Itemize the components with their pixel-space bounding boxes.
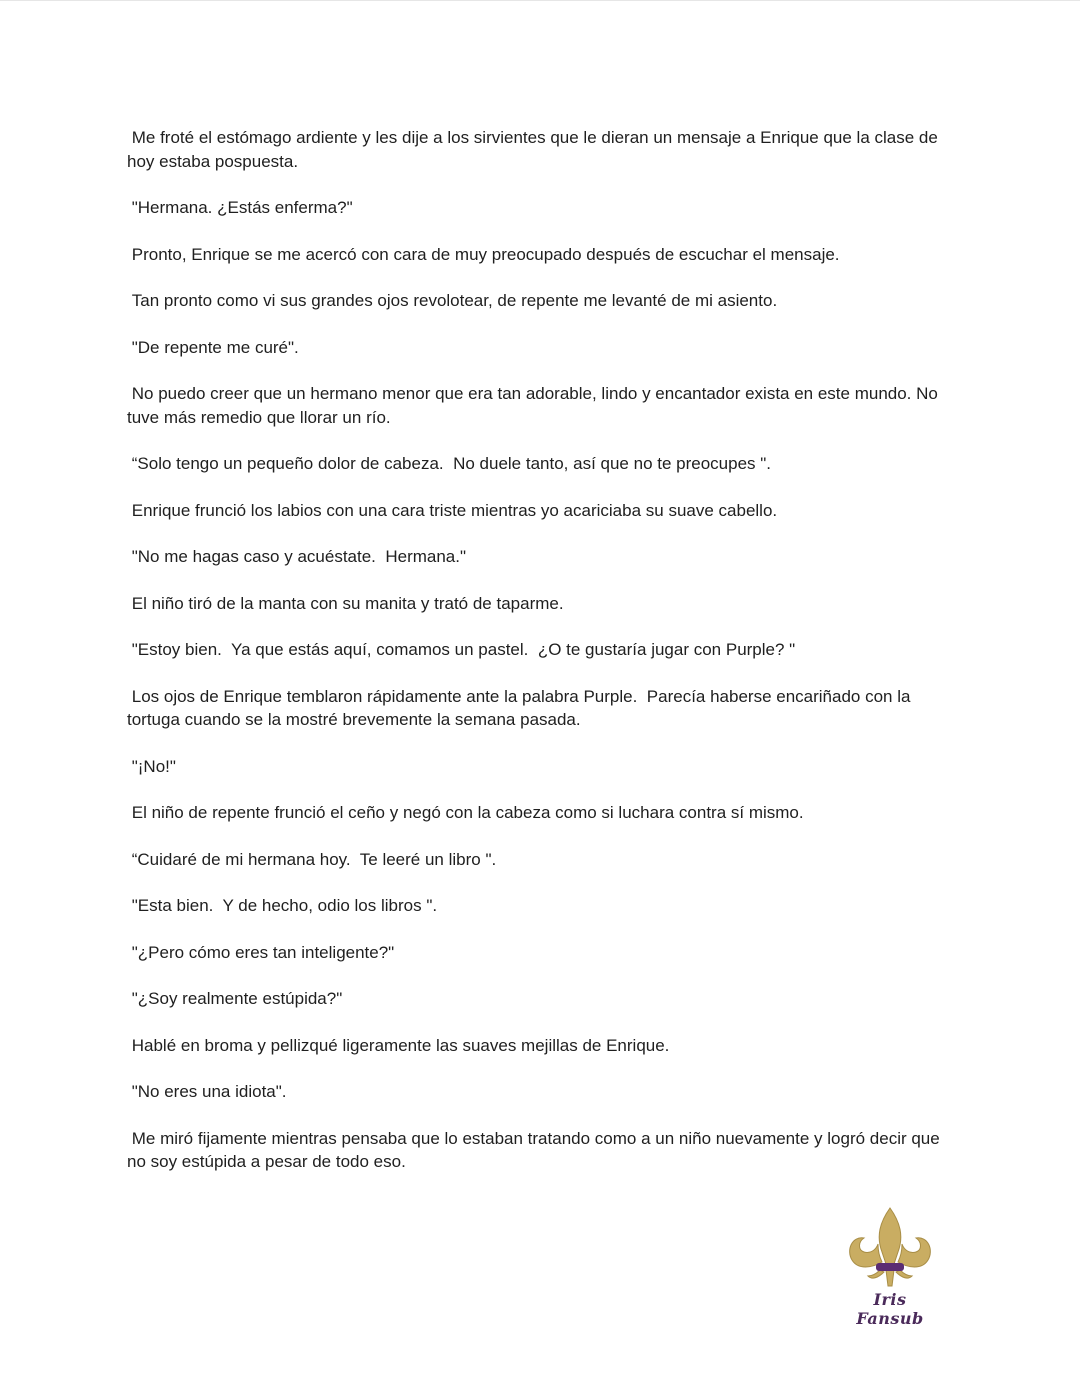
paragraph: "¿Soy realmente estúpida?" — [127, 989, 343, 1008]
paragraph: Hablé en broma y pellizqué ligeramente las suaves mejillas de Enrique. — [127, 1035, 670, 1055]
document-body — [127, 126, 957, 1197]
paragraph: Tan pronto como vi sus grandes ojos revolotear, de repente me levanté de mi asiento. — [127, 291, 778, 310]
paragraph: Me froté el estómago ardiente y les dije a los sirvientes que le dieran un mensaje a Enrique que la clase de hoy estaba pospuesta. — [127, 128, 943, 171]
paragraph: "¡No!" — [127, 756, 176, 776]
paragraph: "Esta bien. Y de hecho, odio los libros ". — [127, 896, 438, 915]
paragraph: El niño tiró de la manta con su manita y trató de taparme. — [127, 593, 564, 613]
paragraph: Me miró fijamente mientras pensaba que lo estaban tratando como a un niño nuevamente y logró decir que no soy estúpida a pesar de todo eso. — [127, 1128, 945, 1171]
page-top-border — [0, 0, 1080, 1]
fleur-de-lis-icon — [842, 1206, 938, 1292]
paragraph: Pronto, Enrique se me acercó con cara de muy preocupado después de escuchar el mensaje. — [127, 244, 840, 264]
logo-text: Iris Fansub — [856, 1290, 924, 1328]
paragraph: "Hermana. ¿Estás enferma?" — [127, 198, 353, 217]
paragraph: Enrique frunció los labios con una cara triste mientras yo acariciaba su suave cabello. — [127, 500, 778, 520]
paragraph: Los ojos de Enrique temblaron rápidamente ante la palabra Purple. Parecía haberse encariñado con la tortuga cuando se la mostré brevemente la semana pasada. — [127, 686, 916, 729]
iris-fansub-logo — [838, 1206, 942, 1328]
paragraph: "¿Pero cómo eres tan inteligente?" — [127, 942, 395, 962]
paragraph: "No eres una idiota". — [127, 1082, 287, 1101]
paragraph: El niño de repente frunció el ceño y negó con la cabeza como si luchara contra sí mismo. — [127, 803, 804, 822]
paragraph: No puedo creer que un hermano menor que era tan adorable, lindo y encantador exista en este mundo. No tuve más remedio que llorar un río. — [127, 384, 943, 427]
paragraph: “Solo tengo un pequeño dolor de cabeza. No duele tanto, así que no te preocupes ". — [127, 454, 772, 473]
paragraph: "De repente me curé". — [127, 337, 299, 357]
paragraph: “Cuidaré de mi hermana hoy. Te leeré un libro ". — [127, 849, 497, 869]
paragraph: "Estoy bien. Ya que estás aquí, comamos un pastel. ¿O te gustaría jugar con Purple? " — [127, 640, 796, 659]
paragraph: "No me hagas caso y acuéstate. Hermana." — [127, 547, 467, 566]
